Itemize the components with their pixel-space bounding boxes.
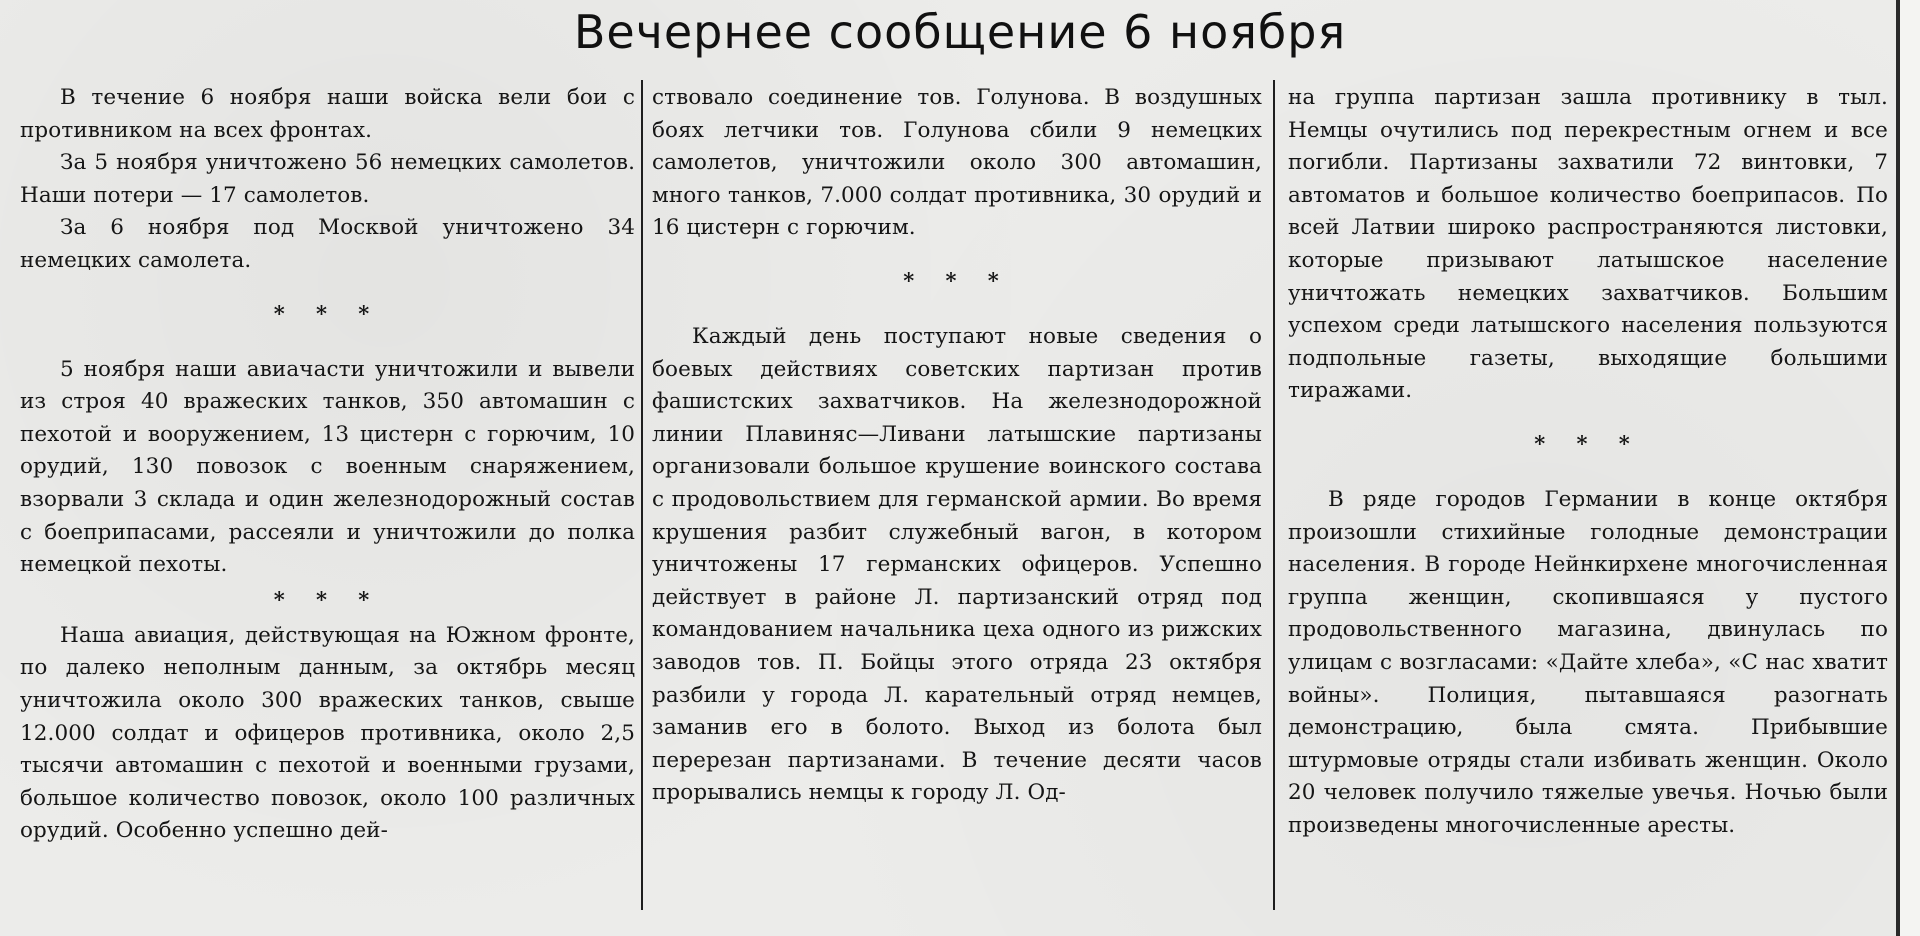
section-separator: * * *	[1534, 430, 1642, 456]
paragraph: Наша авиация, действующая на Южном фронте, по далеко неполным данным, за октябрь месяц уничтожила около 300 вражеских танков, свыше 12.000 солдат и офицеров противника, около 2,5 тысячи автомашин с пехотой и военными грузами, большое количество повозок, около 100 различных орудий. Особенно успешно дей-	[20, 622, 635, 844]
paragraph: Каждый день поступают новые сведения о боевых действиях советских партизан против фашистских захватчиков. На железнодорожной линии Плавиняс—Ливани латышские партизаны организовали большое крушение воинского состава с продовольствием для германской армии. Во время крушения разбит служебный вагон, в котором уничтожены 17 германских офицеров. Успешно действует в районе Л. партизанский отряд под командованием начальника цеха одного из рижских заводов тов. П. Бойцы этого отряда 23 октября разбили у города Л. карательный отряд немцев, заманив его в болото. Выход из болота был перерезан партизанами. В течение десяти часов прорывались немцы к городу Л. Од-	[652, 323, 1262, 806]
column-divider	[1273, 80, 1275, 910]
page-margin	[1900, 0, 1920, 936]
paragraph: на группа партизан зашла противнику в тыл. Немцы очутились под перекрестным огнем и все погибли. Партизаны захватили 72 винтовки, 7 автоматов и большое количество боеприпасов. По всей Латвии широко распространяются листовки, которые призывают латышское население уничтожать немецких захватчиков. Большим успехом среди латышского населения пользуются подпольные газеты, выходящие большими тиражами.	[1288, 85, 1888, 404]
paragraph: В ряде городов Германии в конце октября произошли стихийные голодные демонстрации населения. В городе Нейнкирхене многочисленная группа женщин, скопившаяся у пустого продовольственного магазина, двинулась по улицам с возгласами: «Дайте хлеба», «С нас хватит войны». Полиция, пытавшаяся разогнать демонстрацию, была смята. Прибывшие штурмовые отряды стали избивать женщин. Около 20 человек получило тяжелые увечья. Ночью были произведены многочисленные аресты.	[1288, 486, 1888, 838]
section-separator: * * *	[273, 300, 382, 326]
paragraph: За 6 ноября под Москвой уничтожено 34 немецких самолета.	[20, 215, 635, 273]
paragraph: За 5 ноября уничтожено 56 немецких самолетов. Наши потери — 17 самолетов.	[20, 150, 635, 208]
column-divider	[641, 80, 643, 910]
paragraph: ствовало соединение тов. Голунова. В воздушных боях летчики тов. Голунова сбили 9 немецких самолетов, уничтожили около 300 автомашин, много танков, 7.000 солдат противника, 30 орудий и 16 цистерн с горючим.	[652, 85, 1262, 241]
paragraph: 5 ноября наши авиачасти уничтожили и вывели из строя 40 вражеских танков, 350 автомашин с пехотой и вооружением, 13 цистерн с горючим, 10 орудий, 130 повозок с военным снаряжением, взорвали 3 склада и один железнодорожный состав с боеприпасами, рассеяли и уничтожили до полка немецкой пехоты.	[20, 356, 635, 578]
headline: Вечернее сообщение 6 ноября	[573, 5, 1347, 59]
article-column-1	[20, 82, 635, 912]
section-separator: * * *	[903, 267, 1011, 293]
article-column-3	[1288, 82, 1888, 912]
article-column-2	[652, 82, 1262, 912]
section-separator: * * *	[273, 586, 382, 612]
paragraph: В течение 6 ноября наши войска вели бои с противником на всех фронтах.	[20, 85, 635, 143]
